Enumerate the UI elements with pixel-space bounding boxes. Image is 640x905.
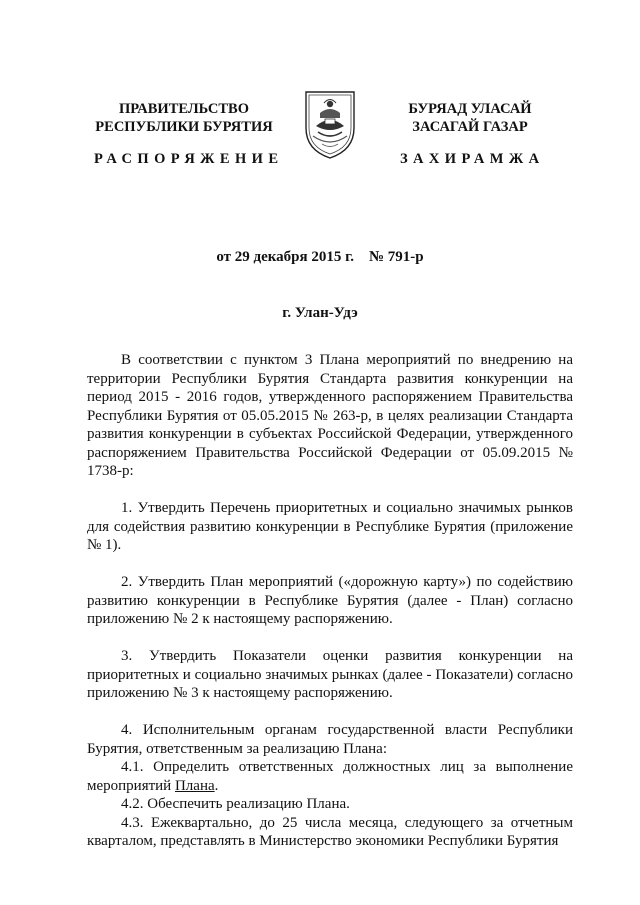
item-4-1-text: 4.1. Определить ответственных должностных лиц за выполнение мероприятий [87, 759, 573, 794]
date-and-number: от 29 декабря 2015 г. № 791-р [216, 249, 424, 265]
document-type-buryat: ЗАХИРАМЖА [400, 151, 545, 167]
item-4: 4. Исполнительным органам государственной власти Республики Бурятия, ответственным за реализацию Плана: [87, 722, 573, 757]
document-body [87, 351, 573, 851]
issuer-line-1: БУРЯАД УЛАСАЙ [408, 101, 532, 117]
issuer-line-2: РЕСПУБЛИКИ БУРЯТИЯ [95, 119, 273, 135]
city: г. Улан-Удэ [282, 305, 358, 321]
issuer-line-2: ЗАСАГАЙ ГАЗАР [412, 119, 528, 135]
issuer-buryat [372, 100, 568, 136]
document-type-russian: РАСПОРЯЖЕНИЕ [94, 151, 284, 167]
item-4-2: 4.2. Обеспечить реализацию Плана. [121, 796, 350, 812]
coat-of-arms-icon [302, 88, 358, 160]
item-4-3: 4.3. Ежеквартально, до 25 числа месяца, следующего за отчетным кварталом, представлять в Министерство экономики Республики Бурятия [87, 814, 573, 849]
item-4-1-end: . [214, 777, 219, 794]
item-3: 3. Утвердить Показатели оценки развития конкуренции на приоритетных и социально значимых рынках (далее - Показатели) согласно приложению № 3 к настоящему распоряжению. [87, 648, 573, 701]
preamble: В соответствии с пунктом 3 Плана мероприятий по внедрению на территории Республики Бурятия Стандарта развития конкуренции на период 2015 - 2016 годов, утвержденного распоряжением Правительства Республики Бурятия от 05.05.2015 № 263-р, в целях реализации Стандарта развития конкуренции в субъектах Российской Федерации, утвержденного распоряжением Правительства Российской Федерации от 05.09.2015 № 1738-р: [87, 352, 573, 479]
item-4-1 [87, 758, 573, 795]
item-2: 2. Утвердить План мероприятий («дорожную карту») по содействию развитию конкуренции в Республике Бурятия (далее - План) согласно приложению № 2 к настоящему распоряжению. [87, 574, 573, 627]
plan-link[interactable]: Плана [174, 777, 215, 794]
issuer-line-1: ПРАВИТЕЛЬСТВО [119, 101, 249, 117]
item-1: 1. Утвердить Перечень приоритетных и социально значимых рынков для содействия развитию конкуренции в Республике Бурятия (приложение № 1). [87, 500, 573, 553]
issuer-russian [84, 100, 284, 136]
